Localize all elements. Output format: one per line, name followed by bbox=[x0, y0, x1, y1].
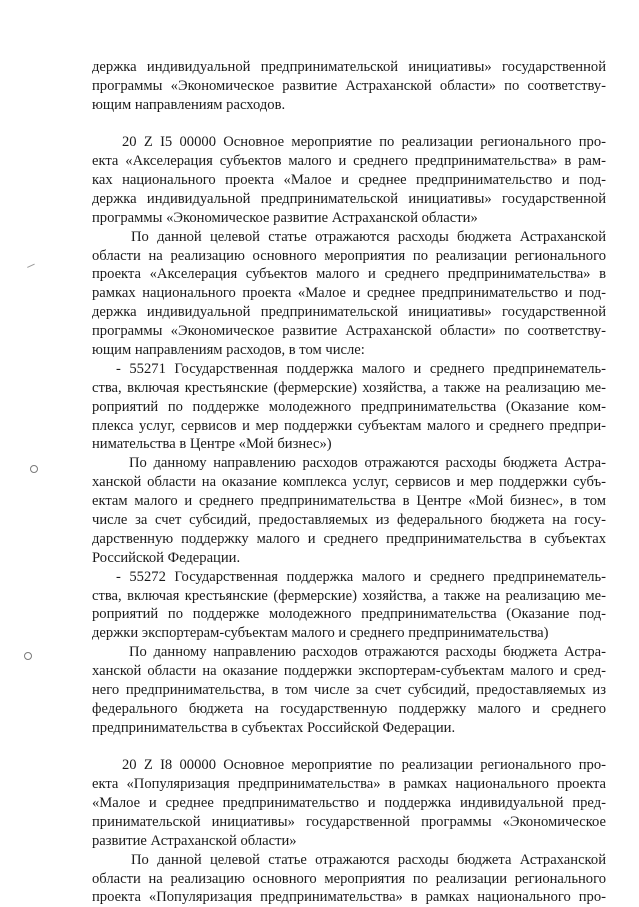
paragraph-20zi8-heading bbox=[92, 756, 606, 850]
binder-hole-mark bbox=[30, 465, 38, 473]
text-line: ектам малого и среднего предпринимательства в Центре «Мой бизнес», в том bbox=[92, 493, 606, 510]
text-line: дарственную поддержку малого и среднего предпринимательства в субъектах bbox=[92, 530, 606, 547]
text-line: ющим направлениям расходов. bbox=[92, 96, 286, 113]
text-line: По данному направлению расходов отражаются расходы бюджета Астра- bbox=[129, 455, 606, 472]
text-line: ства, включая крестьянские (фермерские) хозяйства, а также на реализацию ме- bbox=[92, 587, 606, 604]
text-line: рамках национального проекта «Малое и среднее предпринимательство и под- bbox=[92, 285, 606, 302]
text-line: 20 Z I5 00000 Основное мероприятие по реализации регионального про- bbox=[122, 134, 606, 151]
text-line: плекса услуг, сервисов и мер поддержки субъектам малого и среднего предпри- bbox=[92, 417, 606, 434]
text-line: По данной целевой статье отражаются расходы бюджета Астраханской bbox=[131, 851, 606, 868]
text-line: - 55271 Государственная поддержка малого и среднего предпринематель- bbox=[116, 360, 606, 377]
paragraph-55271-description bbox=[92, 454, 606, 567]
text-line: ках национального проекта «Малое и среднее предпринимательство и под- bbox=[92, 171, 606, 188]
text-line: держки экспортерам-субъектам малого и среднего предпринимательства) bbox=[92, 625, 549, 642]
text-line: развитие Астраханской области» bbox=[92, 832, 297, 849]
text-line: ства, включая крестьянские (фермерские) хозяйства, а также на реализацию ме- bbox=[92, 379, 606, 396]
text-line: роприятий по поддержке молодежного предпринимательства (Оказание под- bbox=[92, 606, 606, 623]
text-line: проекта «Акселерация субъектов малого и среднего предпринимательства» в bbox=[92, 266, 606, 283]
text-line: По данной целевой статье отражаются расходы бюджета Астраханской bbox=[131, 228, 606, 245]
text-line: 20 Z I8 00000 Основное мероприятие по реализации регионального про- bbox=[122, 757, 606, 774]
binder-hole-mark bbox=[24, 652, 32, 660]
text-line: «Малое и среднее предпринимательство и поддержка индивидуальной пред- bbox=[92, 794, 606, 811]
text-line: программы «Экономическое развитие Астраханской области» bbox=[92, 209, 478, 226]
text-line: проекта «Популяризация предпринимательства» в рамках национального про- bbox=[92, 889, 606, 906]
scan-mark bbox=[27, 264, 37, 273]
text-line: Российской Федерации. bbox=[92, 549, 241, 566]
paragraph-20zi5-description bbox=[92, 228, 606, 360]
list-item-55272 bbox=[92, 568, 606, 644]
text-line: принимательской инициативы» государственной программы «Экономическое bbox=[92, 813, 606, 830]
text-line: екта «Акселерация субъектов малого и среднего предпринимательства» в рам- bbox=[92, 153, 606, 170]
text-line: программы «Экономическое развитие Астраханской области» по соответству- bbox=[92, 323, 606, 340]
paragraph-55272-description bbox=[92, 643, 606, 737]
text-line: держка индивидуальной предпринимательской инициативы» государственной bbox=[92, 190, 606, 207]
paragraph-gap bbox=[92, 738, 606, 757]
paragraph-intro-continuation bbox=[92, 58, 606, 115]
text-line: области на реализацию основного мероприятия по реализации регионального bbox=[92, 870, 606, 887]
text-line: ханской области на оказание комплекса услуг, сервисов и мер поддержки субъ- bbox=[92, 474, 606, 491]
text-line: роприятий по поддержке молодежного предпринимательства (Оказание ком- bbox=[92, 398, 606, 415]
text-line: держка индивидуальной предпринимательской инициативы» государственной bbox=[92, 59, 606, 75]
paragraph-gap bbox=[92, 115, 606, 134]
text-line: числе за счет субсидий, предоставляемых из федерального бюджета на госу- bbox=[92, 511, 606, 528]
text-line: него предпринимательства, в том числе за счет субсидий, предоставляемых из bbox=[92, 682, 606, 698]
document-page bbox=[92, 58, 606, 907]
text-line: - 55272 Государственная поддержка малого и среднего предпринематель- bbox=[116, 568, 606, 585]
text-line: области на реализацию основного мероприятия по реализации регионального bbox=[92, 247, 606, 264]
paragraph-20zi8-description bbox=[92, 851, 606, 907]
text-line: предпринимательства в субъектах Российской Федерации. bbox=[92, 719, 456, 736]
text-line: ющим направлениям расходов, в том числе: bbox=[92, 341, 365, 358]
text-line: федерального бюджета на государственную поддержку малого и среднего bbox=[92, 700, 606, 717]
text-line: По данному направлению расходов отражаются расходы бюджета Астра- bbox=[129, 644, 606, 661]
text-line: держка индивидуальной предпринимательской инициативы» государственной bbox=[92, 304, 606, 321]
text-line: екта «Популяризация предпринимательства» в рамках национального проекта bbox=[92, 776, 606, 793]
text-line: ханской области на оказание поддержки экспортерам-субъектам малого и сред- bbox=[92, 663, 606, 680]
text-line: нимательства в Центре «Мой бизнес») bbox=[92, 436, 332, 453]
text-line: программы «Экономическое развитие Астраханской области» по соответству- bbox=[92, 77, 606, 94]
list-item-55271 bbox=[92, 360, 606, 454]
paragraph-20zi5-heading bbox=[92, 133, 606, 227]
